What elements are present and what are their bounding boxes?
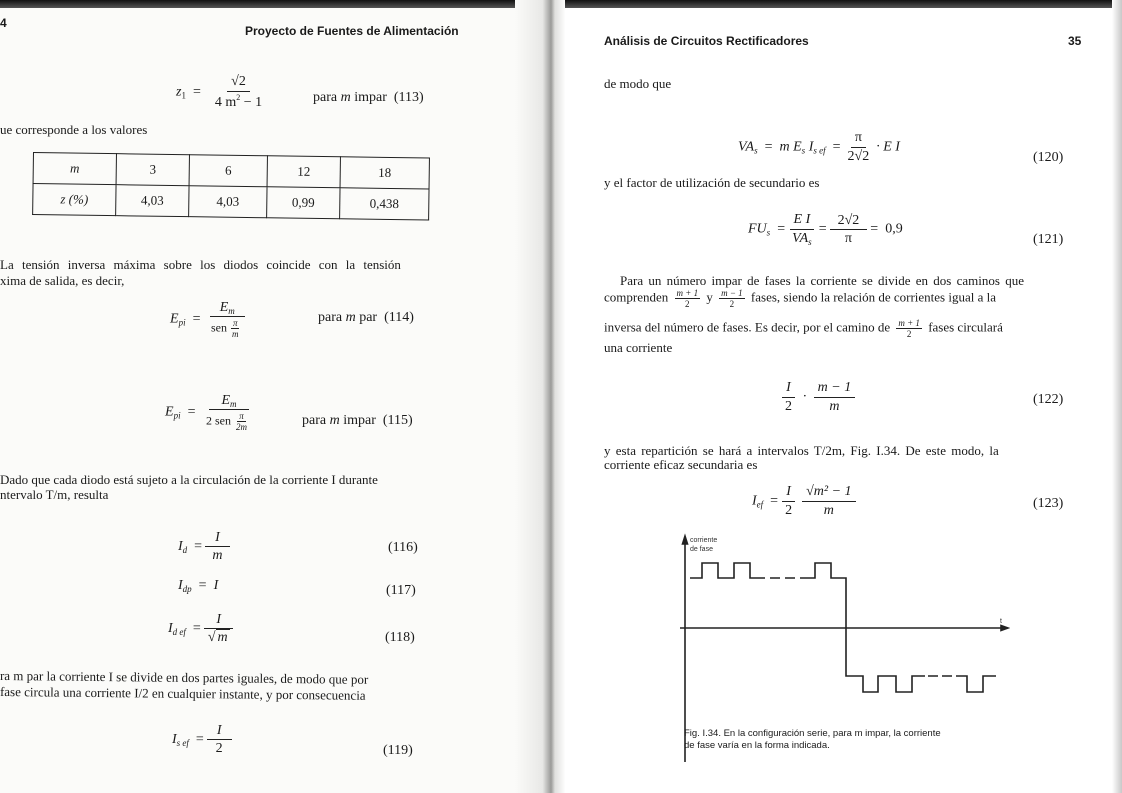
- text: y: [703, 289, 717, 305]
- inner-den: m: [231, 329, 239, 339]
- denominator: 2: [785, 399, 792, 414]
- table-row: [33, 184, 429, 221]
- paragraph-line: [604, 318, 1003, 339]
- table-cell: 12: [267, 156, 340, 188]
- cond-pre: para: [318, 310, 346, 325]
- numerator: I: [782, 380, 795, 398]
- paragraph-line: Para un número impar de fases la corriente se divide en dos caminos que: [620, 273, 1024, 288]
- y-axis-arrow-icon: [683, 536, 688, 544]
- eq-lhs-sub: d ef: [172, 627, 186, 638]
- equation-123: $I_{ef}$ = $\frac{I}{2}$ $\frac{\text{√m² − 1}}{m}$: [752, 484, 859, 519]
- denominator: π: [844, 230, 852, 246]
- equation-number: (114): [384, 310, 414, 325]
- fraction: [802, 484, 855, 519]
- text: fases circulará: [924, 319, 1003, 335]
- numerator: √2: [227, 74, 250, 92]
- denominator: 2: [215, 741, 223, 756]
- book-gutter: [515, 0, 565, 793]
- cond-post: impar: [339, 413, 376, 428]
- waveform-upper: [690, 563, 765, 578]
- figure-caption: de fase varía en la forma indicada.: [684, 740, 830, 751]
- fraction: [830, 213, 868, 247]
- fraction: [202, 393, 256, 432]
- paragraph-line: una corriente: [604, 340, 673, 355]
- eq-rhs: I: [213, 578, 219, 593]
- eq-lhs: z: [176, 84, 182, 100]
- equation-116: $I_d$ = $\frac{I}{m}$: [178, 530, 233, 564]
- num-sub: m: [230, 399, 237, 409]
- fraction: [207, 300, 248, 339]
- fraction: [204, 612, 234, 646]
- table-cell: 0,438: [340, 188, 429, 220]
- eq-lhs-sub: s: [754, 145, 758, 156]
- paragraph-line: de modo que: [604, 76, 672, 91]
- eq-lhs-sub: ef: [756, 499, 764, 510]
- num-var: E: [219, 300, 229, 315]
- eq-term: I: [805, 139, 814, 155]
- num-sub: m: [228, 306, 235, 316]
- paragraph-line: y esta repartición se hará a intervalos T/2m, Fig. I.34. De este modo, la: [604, 443, 999, 458]
- inner-num: π: [232, 318, 238, 328]
- fraction: [207, 723, 232, 757]
- numerator: m + 1: [898, 318, 920, 328]
- paragraph-line: ra m par la corriente I se divide en dos partes iguales, de modo que por: [0, 668, 369, 687]
- equation-number: (116): [388, 540, 418, 555]
- cond-var: m: [340, 90, 351, 105]
- equation-113: $z_1$ = $\frac{√2}{4 m^2 - 1}$: [176, 74, 269, 111]
- fraction: [896, 318, 922, 339]
- cond-var: m: [329, 413, 340, 428]
- z-values-table: [32, 152, 430, 221]
- eq-lhs-sub: s ef: [176, 738, 189, 749]
- eq-lhs-sub: 1: [181, 90, 186, 101]
- den-var: VA: [792, 231, 809, 246]
- x-axis-label: t: [1000, 618, 1002, 625]
- eq-value: 0,9: [885, 221, 903, 237]
- paragraph-line: ntervalo T/m, resulta: [0, 487, 109, 502]
- eq-lhs-sub: s: [766, 227, 771, 238]
- y-axis-label: de fase: [690, 546, 713, 553]
- equation-number: (118): [385, 630, 415, 645]
- numerator: I: [205, 530, 230, 547]
- right-running-header: Análisis de Circuitos Rectificadores: [604, 34, 809, 48]
- equation-120: $VA_s = m$ $E_s$ $I_{s ef}$ = $\frac{\pi}{2√2}$ · E I: [738, 130, 900, 164]
- eq-lhs: I: [178, 539, 183, 555]
- den-sub: s: [808, 237, 812, 247]
- waveform-lower-end: [964, 676, 996, 692]
- den-a: 4 m: [214, 95, 237, 110]
- left-page-number: 4: [0, 16, 7, 30]
- numerator: m − 1: [814, 380, 856, 398]
- cond-pre: para: [302, 413, 330, 428]
- eq-lhs: I: [168, 621, 173, 637]
- eq-lhs: E: [170, 311, 179, 327]
- equation-115: $E_{pi}$ = $E_m$ 2 sen $\frac{\pi}{2m}$: [165, 393, 259, 432]
- eq-lhs: I: [172, 732, 177, 748]
- equation-122: $\frac{I}{2}$ · $\frac{m - 1}{m}$: [778, 380, 858, 415]
- fraction: [814, 380, 856, 415]
- paragraph-line: y el factor de utilización de secundario es: [604, 175, 820, 190]
- equation-121: $FU_s$ = $\frac{\text{E I}}{VA_s}$ = $\frac{2√2}{\pi}$ = 0,9: [748, 212, 903, 247]
- table-cell: 4,03: [189, 186, 267, 218]
- den-b: − 1: [240, 95, 263, 110]
- cond-pre: para: [313, 90, 341, 105]
- fraction: [675, 288, 701, 309]
- eq-term-sub: s: [801, 145, 806, 156]
- table-intro: ue corresponde a los valores: [0, 122, 148, 137]
- den-sup: 2: [236, 93, 241, 102]
- equation-number: (122): [1033, 392, 1064, 407]
- radicand: m: [217, 630, 228, 645]
- fraction: [211, 74, 266, 111]
- equation-number: (121): [1033, 232, 1064, 247]
- denominator: [211, 92, 266, 111]
- paragraph-line: xima de salida, es decir,: [0, 273, 125, 288]
- num-var: E: [221, 393, 231, 408]
- text: inversa del número de fases. Es decir, por el camino de: [604, 319, 894, 335]
- equation-number: (115): [382, 413, 413, 428]
- paragraph-line: Dado que cada diodo está sujeto a la circulación de la corriente I durante: [0, 472, 378, 487]
- denominator: [202, 410, 256, 432]
- y-axis-label: corriente: [690, 537, 718, 544]
- denominator: 2: [729, 299, 735, 309]
- table-cell: 18: [340, 157, 429, 189]
- eq-lhs-sub: pi: [173, 410, 181, 421]
- paragraph-line: fase circula una corriente I/2 en cualquier instante, y por consecuencia: [0, 684, 366, 703]
- denominator: m: [212, 548, 223, 563]
- denominator: 2: [685, 299, 690, 309]
- equation-number: (119): [383, 743, 413, 758]
- fraction: [781, 484, 796, 519]
- eq-lhs-sub: d: [182, 545, 188, 556]
- eq-term: m E: [779, 139, 802, 155]
- table-cell: 6: [189, 155, 267, 187]
- eq-lhs-sub: pi: [178, 317, 186, 328]
- numerator: m + 1: [676, 288, 699, 298]
- eq-term-sub: s ef: [813, 145, 826, 156]
- table-cell: m: [33, 153, 116, 185]
- paragraph-line: La tensión inversa máxima sobre los diodos coincide con la tensión: [0, 257, 401, 272]
- table-cell: 0,99: [267, 187, 340, 219]
- fraction: [719, 288, 745, 309]
- equation-117: $I_{dp} = I$: [178, 578, 219, 594]
- den-a: sen: [210, 320, 227, 335]
- numerator: π: [851, 130, 866, 148]
- eq-lhs: I: [752, 493, 757, 509]
- right-page-number: 35: [1068, 34, 1082, 48]
- numerator: E I: [790, 212, 815, 230]
- eq-lhs-sub: dp: [182, 584, 192, 594]
- numerator: [209, 393, 248, 410]
- scan-right-edge: [1112, 0, 1122, 793]
- numerator: m − 1: [721, 288, 743, 298]
- denominator: 2: [906, 329, 912, 339]
- numerator: [210, 300, 245, 317]
- cond-post: par: [355, 310, 378, 325]
- fraction: [205, 530, 230, 564]
- denominator: 2: [785, 503, 793, 518]
- table-cell: 3: [116, 154, 189, 186]
- inner-den: 2m: [235, 422, 247, 432]
- cond-post: impar: [350, 90, 387, 105]
- text: fases, siendo la relación de corrientes igual a la: [747, 289, 997, 305]
- equation-119: $I_{s ef}$ = $\frac{I}{2}$: [172, 723, 235, 757]
- equation-number: (120): [1033, 150, 1064, 165]
- numerator: I: [204, 612, 233, 629]
- denominator: √ m: [207, 630, 228, 645]
- paragraph-line: corriente eficaz secundaria es: [604, 457, 758, 472]
- eq-lhs: VA: [738, 139, 755, 155]
- eq114-condition: [318, 310, 414, 326]
- denominator: m: [829, 399, 840, 414]
- eq-lhs: FU: [748, 221, 767, 237]
- fraction: [781, 380, 796, 415]
- equation-number: (113): [393, 90, 424, 105]
- eq-term: · E I: [876, 139, 900, 155]
- paragraph-line: [604, 288, 996, 309]
- table-cell: 4,03: [116, 185, 189, 217]
- numerator: 2√2: [830, 213, 868, 230]
- fraction: [844, 130, 874, 165]
- x-axis-arrow-icon: [1001, 626, 1008, 631]
- equation-number: (123): [1033, 496, 1064, 511]
- text: comprenden: [604, 289, 672, 305]
- equation-number: (117): [386, 583, 416, 598]
- denominator: m: [823, 503, 834, 518]
- equation-114: $E_{pi}$ = $E_m$ sen $\frac{\pi}{m}$: [170, 300, 250, 339]
- inner-fraction: [234, 411, 249, 432]
- denominator: [788, 230, 816, 247]
- eq-lhs: I: [178, 578, 183, 593]
- denominator: [207, 317, 248, 339]
- eq113-condition: [313, 90, 424, 106]
- figure-caption: Fig. I.34. En la configuración serie, para m impar, la corriente: [684, 728, 941, 739]
- numerator: √m² − 1: [802, 484, 855, 502]
- equation-118: $I_{d ef}$ = $\frac{I}{√ m}$: [168, 612, 237, 646]
- inner-num: π: [239, 411, 244, 421]
- eq115-condition: [302, 413, 413, 429]
- cond-var: m: [345, 310, 356, 325]
- inner-fraction: [230, 318, 241, 339]
- left-running-header: Proyecto de Fuentes de Alimentación: [245, 24, 459, 38]
- den-a: 2 sen: [205, 413, 231, 428]
- denominator: 2√2: [847, 149, 870, 164]
- fraction: [788, 212, 816, 247]
- eq-lhs: E: [165, 404, 174, 420]
- numerator: I: [207, 723, 232, 740]
- numerator: I: [782, 484, 795, 502]
- table-cell: z (%): [33, 184, 116, 216]
